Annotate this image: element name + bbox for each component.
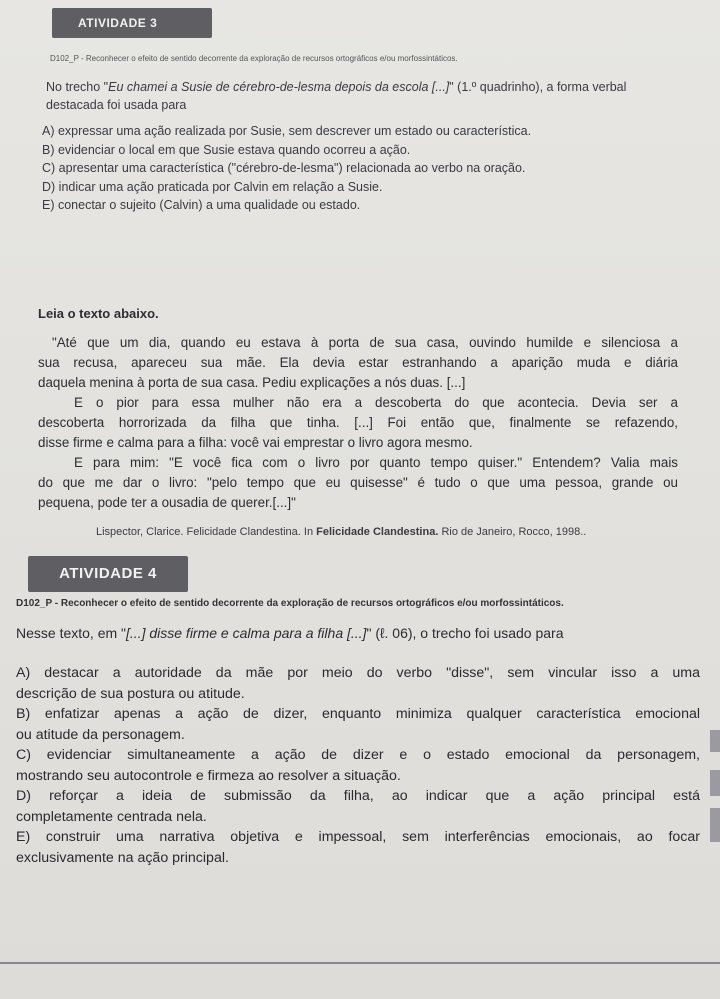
option-line: mostrando seu autocontrole e firmeza ao resolver a situação. xyxy=(16,767,401,784)
reading-line: sua recusa, apareceu sua mãe. Ela devia estar estranhando a aparição muda e diária xyxy=(38,355,678,370)
activity-3-options xyxy=(42,122,531,215)
option-line: ou atitude da personagem. xyxy=(16,726,185,743)
activity-4-option-d[interactable] xyxy=(16,786,700,827)
reading-citation xyxy=(96,526,586,538)
activity-4-option-b[interactable] xyxy=(16,704,700,745)
page-edge-marker xyxy=(710,770,720,796)
reading-heading: Leia o texto abaixo. xyxy=(38,306,159,321)
reading-line: daquela menina à porta de sua casa. Pediu explicações a nós duas. [...] xyxy=(38,375,466,390)
option-line: C) evidenciar simultaneamente a ação de dizer e o estado emocional da personagem, xyxy=(16,747,700,763)
option-line: D) reforçar a ideia de submissão da filha, ao indicar que a ação principal está xyxy=(16,788,700,804)
activity-3-question-prefix: No trecho " xyxy=(46,80,109,94)
citation-prefix: Lispector, Clarice. Felicidade Clandestina. In xyxy=(96,526,317,538)
reading-paragraph-1 xyxy=(38,333,678,393)
activity-3-badge: ATIVIDADE 3 xyxy=(52,8,212,38)
option-line: A) destacar a autoridade da mãe por meio do verbo "disse", sem vincular isso a uma xyxy=(16,665,700,681)
activity-4-question-suffix: " (ℓ. 06), o trecho foi usado para xyxy=(366,625,564,641)
activity-3-question-quote: Eu chamei a Susie de cérebro-de-lesma depois da escola [...] xyxy=(108,80,450,94)
activity-3-option-b[interactable]: B) evidenciar o local em que Susie estava quando ocorreu a ação. xyxy=(42,142,411,157)
activity-4-question xyxy=(16,625,564,641)
page-edge-marker xyxy=(710,730,720,752)
reading-line: do que me dar o livro: "pelo tempo que eu quisesse" é tudo o que uma pessoa, grande ou xyxy=(38,475,678,490)
option-line: E) construir uma narrativa objetiva e impessoal, sem interferências emocionais, ao focar xyxy=(16,829,700,845)
activity-3-question xyxy=(46,78,686,114)
reading-paragraph-3 xyxy=(38,453,678,513)
activity-3-descriptor: D102_P - Reconhecer o efeito de sentido decorrente da exploração de recursos ortográficos e/ou morfossintáticos. xyxy=(50,54,458,63)
reading-line: pequena, pode ter a ousadia de querer.[...]" xyxy=(38,495,296,510)
citation-suffix: Rio de Janeiro, Rocco, 1998.. xyxy=(438,526,587,538)
page-edge-marker xyxy=(710,808,720,842)
reading-paragraph-2 xyxy=(38,393,678,453)
activity-3-option-c[interactable]: C) apresentar uma característica ("cérebro-de-lesma") relacionada ao verbo na oração. xyxy=(42,161,526,175)
activity-3-option-e[interactable]: E) conectar o sujeito (Calvin) a uma qualidade ou estado. xyxy=(42,198,361,212)
reading-line: "Até que um dia, quando eu estava à porta de sua casa, ouvindo humilde e silenciosa a xyxy=(52,335,678,350)
reading-line: E para mim: "E você fica com o livro por quanto tempo quiser." Entendem? Valia mais xyxy=(74,455,678,470)
option-line: exclusivamente na ação principal. xyxy=(16,849,229,866)
option-line: descrição de sua postura ou atitude. xyxy=(16,685,245,702)
activity-4-question-prefix: Nesse texto, em " xyxy=(16,625,127,641)
activity-4-option-c[interactable] xyxy=(16,745,700,786)
activity-3-option-d[interactable]: D) indicar uma ação praticada por Calvin em relação a Susie. xyxy=(42,179,383,194)
reading-line: descoberta horrorizada da filha que tinha. [...] Foi então que, finalmente se refazendo, xyxy=(38,415,678,430)
activity-3-question-suffix: " (1.º quadrinho), a forma verbal destacada foi usada para xyxy=(46,80,627,112)
reading-line: disse firme e calma para a filha: você vai emprestar o livro agora mesmo. xyxy=(38,435,473,450)
citation-book-title: Felicidade Clandestina. xyxy=(316,526,439,538)
activity-4-badge: ATIVIDADE 4 xyxy=(28,556,188,592)
option-line: completamente centrada nela. xyxy=(16,808,207,825)
bottom-rule xyxy=(0,962,720,964)
activity-4-option-e[interactable] xyxy=(16,827,700,868)
activity-4-descriptor: D102_P - Reconhecer o efeito de sentido decorrente da exploração de recursos ortográficos e/ou morfossintáticos. xyxy=(16,598,564,609)
option-line: B) enfatizar apenas a ação de dizer, enquanto minimiza qualquer característica emocional xyxy=(16,706,700,722)
activity-3-option-a[interactable]: A) expressar uma ação realizada por Susie, sem descrever um estado ou característica. xyxy=(42,124,532,138)
activity-4-options xyxy=(16,663,700,868)
activity-4-question-quote: [...] disse firme e calma para a filha [...] xyxy=(126,625,367,641)
activity-4-option-a[interactable] xyxy=(16,663,700,704)
reading-line: E o pior para essa mulher não era a descoberta do que acontecia. Devia ser a xyxy=(74,395,678,410)
